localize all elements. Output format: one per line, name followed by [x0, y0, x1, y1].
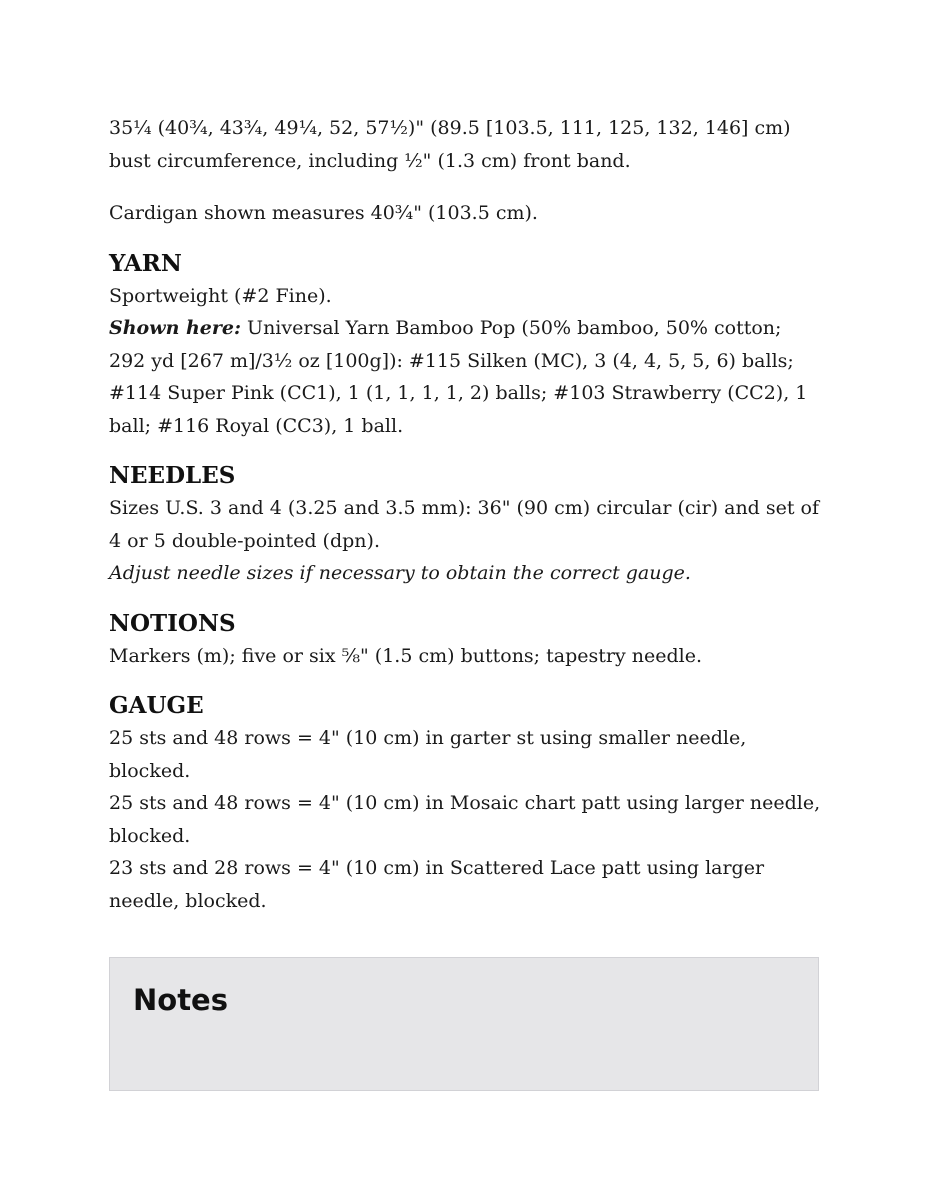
notes-box	[109, 957, 819, 1091]
needle-sizes: Sizes U.S. 3 and 4 (3.25 and 3.5 mm): 36" (90 cm) circular (cir) and set of 4 or 5 double-pointed (dpn).	[109, 497, 820, 552]
needle-adjust-note: Adjust needle sizes if necessary to obtain the correct gauge.	[109, 562, 691, 584]
notions-heading: NOTIONS	[109, 609, 236, 637]
finished-size	[109, 112, 821, 177]
yarn-heading: YARN	[109, 249, 182, 277]
finished-size-line-1: 35¼ (40¾, 43¾, 49¼, 52, 57½)" (89.5 [103.5, 111, 125, 132, 146] cm)	[109, 117, 791, 139]
gauge-garter: 25 sts and 48 rows = 4" (10 cm) in garter st using smaller needle, blocked.	[109, 727, 747, 782]
gauge-lace: 23 sts and 28 rows = 4" (10 cm) in Scattered Lace patt using larger needle, blocked.	[109, 857, 765, 912]
pattern-materials	[109, 112, 821, 917]
gauge-heading: GAUGE	[109, 692, 204, 719]
notions-text: Markers (m); five or six ⅝" (1.5 cm) buttons; tapestry needle.	[109, 644, 702, 667]
shown-here-text: Universal Yarn Bamboo Pop (50% bamboo, 50% cotton; 292 yd [267 m]/3½ oz [100g]): #115 Silken (MC), 3 (4, 4, 5, 5, 6) balls; #114 Super Pink (CC1), 1 (1, 1, 1, 1, 2) balls; #103 Strawberry (CC2), 1 ball; #116 Royal (CC3), 1 ball.	[109, 317, 808, 437]
yarn-shown-here	[109, 312, 821, 442]
gauge-mosaic: 25 sts and 48 rows = 4" (10 cm) in Mosaic chart patt using larger needle, blocked.	[109, 792, 821, 847]
needles-heading: NEEDLES	[109, 462, 236, 489]
yarn-weight: Sportweight (#2 Fine).	[109, 284, 332, 307]
finished-size-line-2: bust circumference, including ½" (1.3 cm) front band.	[109, 149, 631, 172]
notes-title: Notes	[133, 983, 228, 1017]
cardigan-shown-size: Cardigan shown measures 40¾" (103.5 cm).	[109, 202, 538, 224]
shown-here-label: Shown here:	[109, 317, 242, 339]
